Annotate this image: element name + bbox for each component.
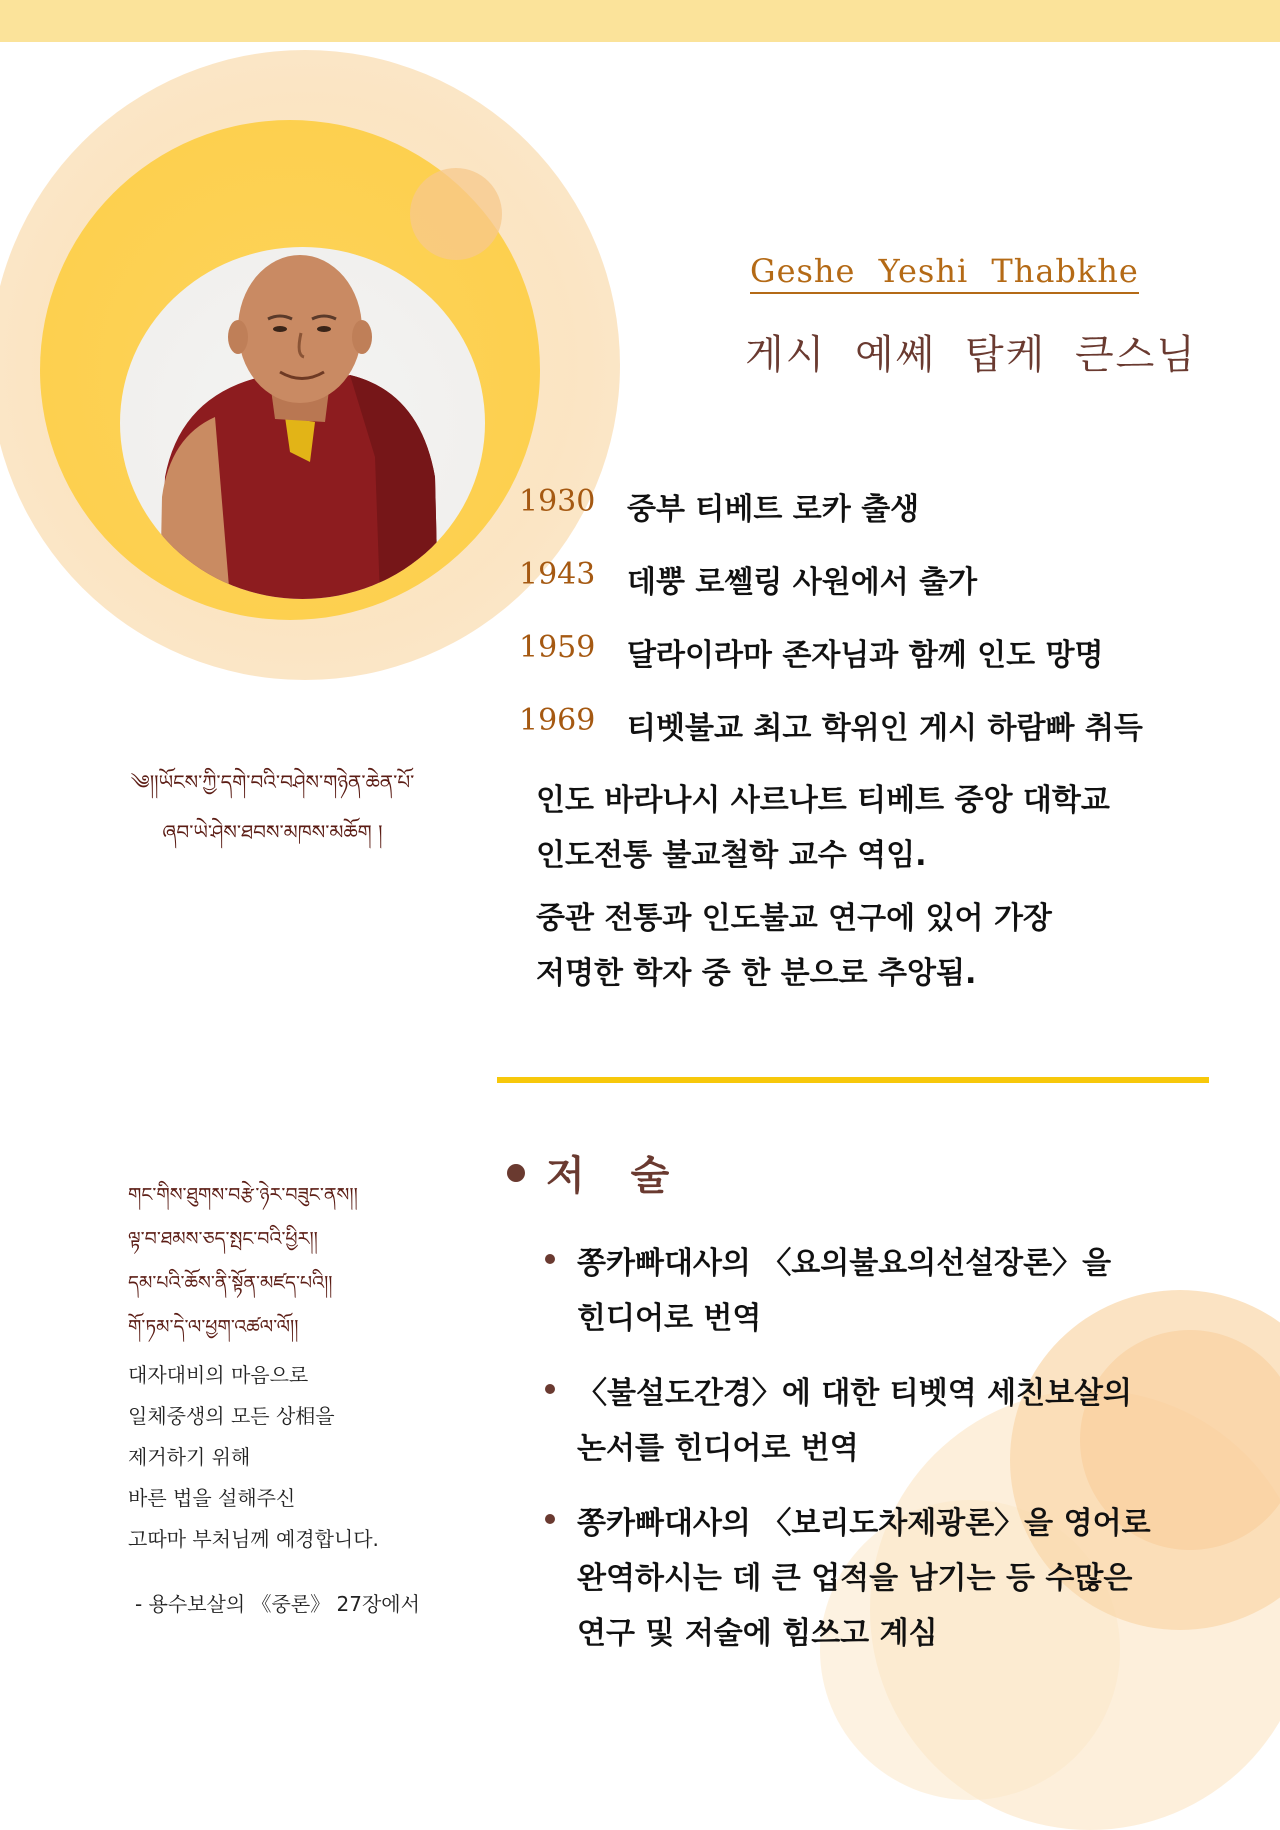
name-korean: 게시 예쎼 탑케 큰스님 [745, 332, 1197, 378]
timeline-event: 달라이라마 존자님과 함께 인도 망명 [627, 638, 1104, 673]
bullet-icon [545, 1514, 555, 1524]
work-line: 쫑카빠대사의 〈보리도차제광론〉을 영어로 [577, 1506, 1151, 1541]
description-line: 인도 바라나시 사르나트 티베트 중앙 대학교 [536, 783, 1110, 818]
list-item [545, 1366, 1245, 1476]
section-divider [497, 1077, 1209, 1083]
timeline-event: 데뿡 로쎌링 사원에서 출가 [627, 565, 978, 600]
work-line: 힌디어로 번역 [577, 1301, 762, 1336]
korean-verse-line: 제거하기 위해 [128, 1445, 251, 1469]
timeline-year: 1930 [519, 484, 596, 519]
section-bullet-icon [507, 1164, 525, 1182]
work-line: 쫑카빠대사의 〈요의불요의선설장론〉을 [577, 1246, 1112, 1281]
tibetan-caption-line: ཞབ་ཡེ་ཤེས་ཐབས་མཁས་མཆོག ། [162, 820, 383, 844]
top-banner [0, 0, 1280, 42]
decorative-dot [410, 168, 502, 260]
korean-verse [128, 1355, 379, 1560]
description-line: 중관 전통과 인도불교 연구에 있어 가장 [536, 901, 1052, 936]
bullet-icon [545, 1254, 555, 1264]
timeline-event: 중부 티베트 로카 출생 [627, 492, 920, 527]
timeline-year: 1969 [519, 703, 596, 738]
tibetan-caption [100, 757, 445, 857]
bullet-icon [545, 1384, 555, 1394]
tibetan-verse-line: གོ་ཏམ་དེ་ལ་ཕྱག་འཚལ་ལོ།། [128, 1316, 299, 1338]
work-line: 〈불설도간경〉에 대한 티벳역 세친보살의 [577, 1376, 1133, 1411]
works-section-title: 저 술 [546, 1153, 686, 1199]
work-line: 연구 및 저술에 힘쓰고 계심 [577, 1616, 938, 1651]
description-paragraph [536, 773, 1110, 883]
work-line: 논서를 힌디어로 번역 [577, 1431, 859, 1466]
list-item [545, 1236, 1245, 1346]
name-english: Geshe Yeshi Thabkhe [750, 252, 1139, 294]
korean-verse-line: 바른 법을 설해주신 [128, 1486, 296, 1510]
verse-source: - 용수보살의 《중론》 27장에서 [135, 1592, 420, 1616]
list-item [545, 1496, 1245, 1661]
monk-portrait-illustration [120, 247, 485, 599]
korean-verse-line: 고따마 부처님께 예경합니다. [128, 1527, 379, 1551]
timeline-event: 티벳불교 최고 학위인 게시 하람빠 취득 [627, 711, 1143, 746]
work-line: 완역하시는 데 큰 업적을 남기는 등 수많은 [577, 1561, 1133, 1596]
description-line: 인도전통 불교철학 교수 역임. [536, 838, 927, 873]
works-list [545, 1236, 1245, 1681]
tibetan-verse-line: ལྟ་བ་ཐམས་ཅད་སྤང་བའི་ཕྱིར།། [128, 1228, 318, 1250]
timeline-year: 1959 [519, 630, 596, 665]
timeline-year: 1943 [519, 557, 596, 592]
tibetan-verse-line: དམ་པའི་ཆོས་ནི་སྟོན་མཛད་པའི།། [128, 1272, 333, 1294]
portrait-photo [120, 247, 485, 599]
tibetan-verse-line: གང་གིས་ཐུགས་བརྩེ་ཉེར་བཟུང་ནས།། [128, 1184, 358, 1206]
description-paragraph [536, 891, 1052, 1001]
tibetan-verse [128, 1173, 358, 1349]
tibetan-caption-line: ༄།།ཡོངས་ཀྱི་དགེ་བའི་བཤེས་གཉེན་ཆེན་པོ་ [130, 770, 415, 794]
korean-verse-line: 일체중생의 모든 상相을 [128, 1404, 335, 1428]
korean-verse-line: 대자대비의 마음으로 [128, 1363, 309, 1387]
description-line: 저명한 학자 중 한 분으로 추앙됨. [536, 956, 977, 991]
